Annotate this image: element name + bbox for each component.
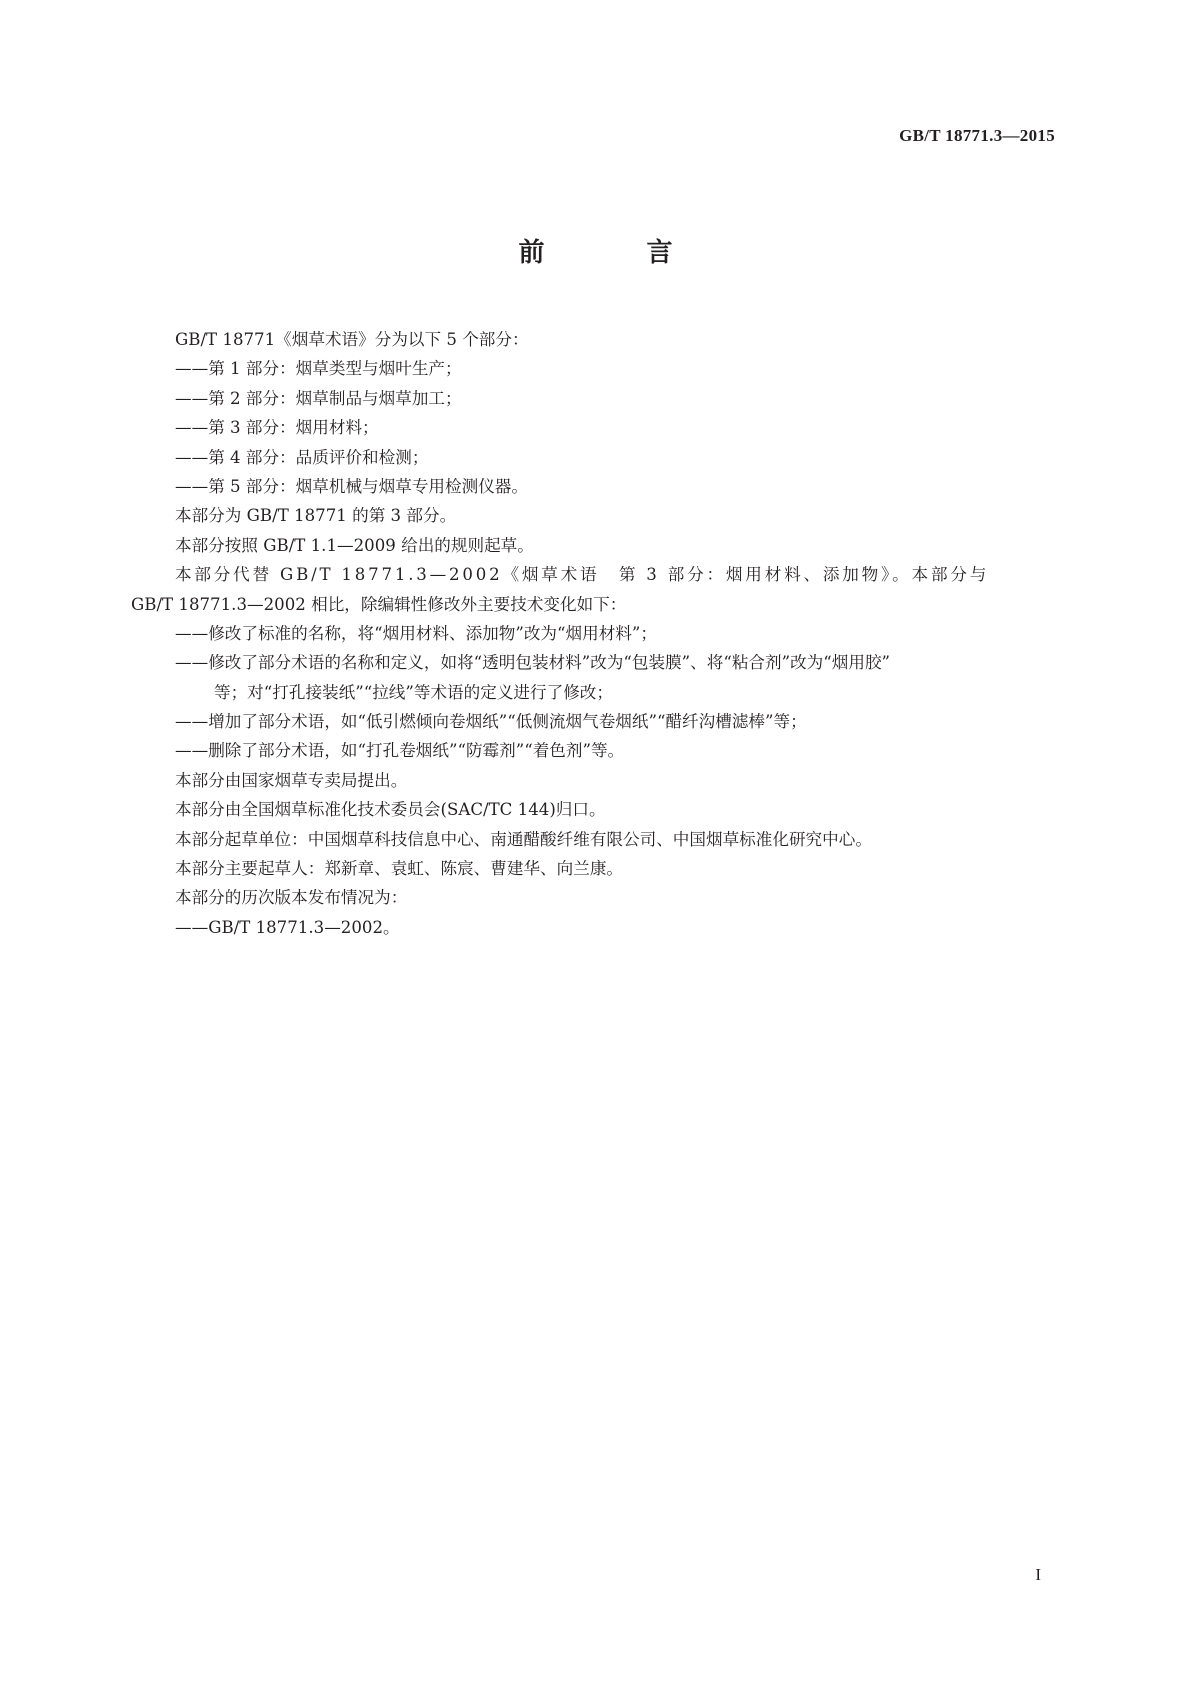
page-title: 前 言 bbox=[518, 238, 711, 268]
paragraph: 本部分的历次版本发布情况为： bbox=[175, 888, 408, 908]
list-item: ——删除了部分术语，如“打孔卷烟纸”“防霉剂”“着色剂”等。 bbox=[175, 741, 625, 761]
paragraph: 本部分起草单位：中国烟草科技信息中心、南通醋酸纤维有限公司、中国烟草标准化研究中心。 bbox=[175, 829, 872, 849]
paragraph: 本部分为 GB/T 18771 的第 3 部分。 bbox=[175, 506, 457, 526]
paragraph: 本部分代替 GB/T 18771.3—2002《烟草术语 第 3 部分：烟用材料、添加物》。本部分与 bbox=[175, 565, 990, 585]
list-item: ——第 1 部分：烟草类型与烟叶生产； bbox=[175, 359, 462, 379]
paragraph: 本部分主要起草人：郑新章、袁虹、陈宸、曹建华、向兰康。 bbox=[175, 859, 624, 879]
paragraph-continuation: GB/T 18771.3—2002 相比，除编辑性修改外主要技术变化如下： bbox=[131, 594, 627, 614]
list-item: ——修改了标准的名称，将“烟用材料、添加物”改为“烟用材料”； bbox=[175, 623, 657, 643]
paragraph: 本部分由国家烟草专卖局提出。 bbox=[175, 770, 408, 790]
paragraph: GB/T 18771《烟草术语》分为以下 5 个部分： bbox=[175, 330, 529, 349]
list-item: ——增加了部分术语，如“低引燃倾向卷烟纸”“低侧流烟气卷烟纸”“醋纤沟槽滤棒”等； bbox=[175, 712, 807, 732]
list-item: ——第 4 部分：品质评价和检测； bbox=[175, 447, 429, 467]
list-item: ——GB/T 18771.3—2002。 bbox=[175, 917, 400, 937]
list-item: ——第 2 部分：烟草制品与烟草加工； bbox=[175, 388, 462, 408]
list-item: ——修改了部分术语的名称和定义，如将“透明包装材料”改为“包装膜”、将“粘合剂”改为“烟用胶” bbox=[175, 653, 891, 673]
paragraph: 本部分按照 GB/T 1.1—2009 给出的规则起草。 bbox=[175, 535, 534, 555]
list-item: ——第 3 部分：烟用材料； bbox=[175, 418, 379, 438]
page-number: I bbox=[1035, 1565, 1041, 1584]
paragraph: 本部分由全国烟草标准化技术委员会(SAC/TC 144)归口。 bbox=[175, 800, 606, 820]
foreword-body bbox=[131, 325, 1056, 942]
standard-number: GB/T 18771.3—2015 bbox=[899, 126, 1055, 145]
list-item-continuation: 等；对“打孔接装纸”“拉线”等术语的定义进行了修改； bbox=[214, 682, 613, 702]
list-item: ——第 5 部分：烟草机械与烟草专用检测仪器。 bbox=[175, 476, 528, 496]
